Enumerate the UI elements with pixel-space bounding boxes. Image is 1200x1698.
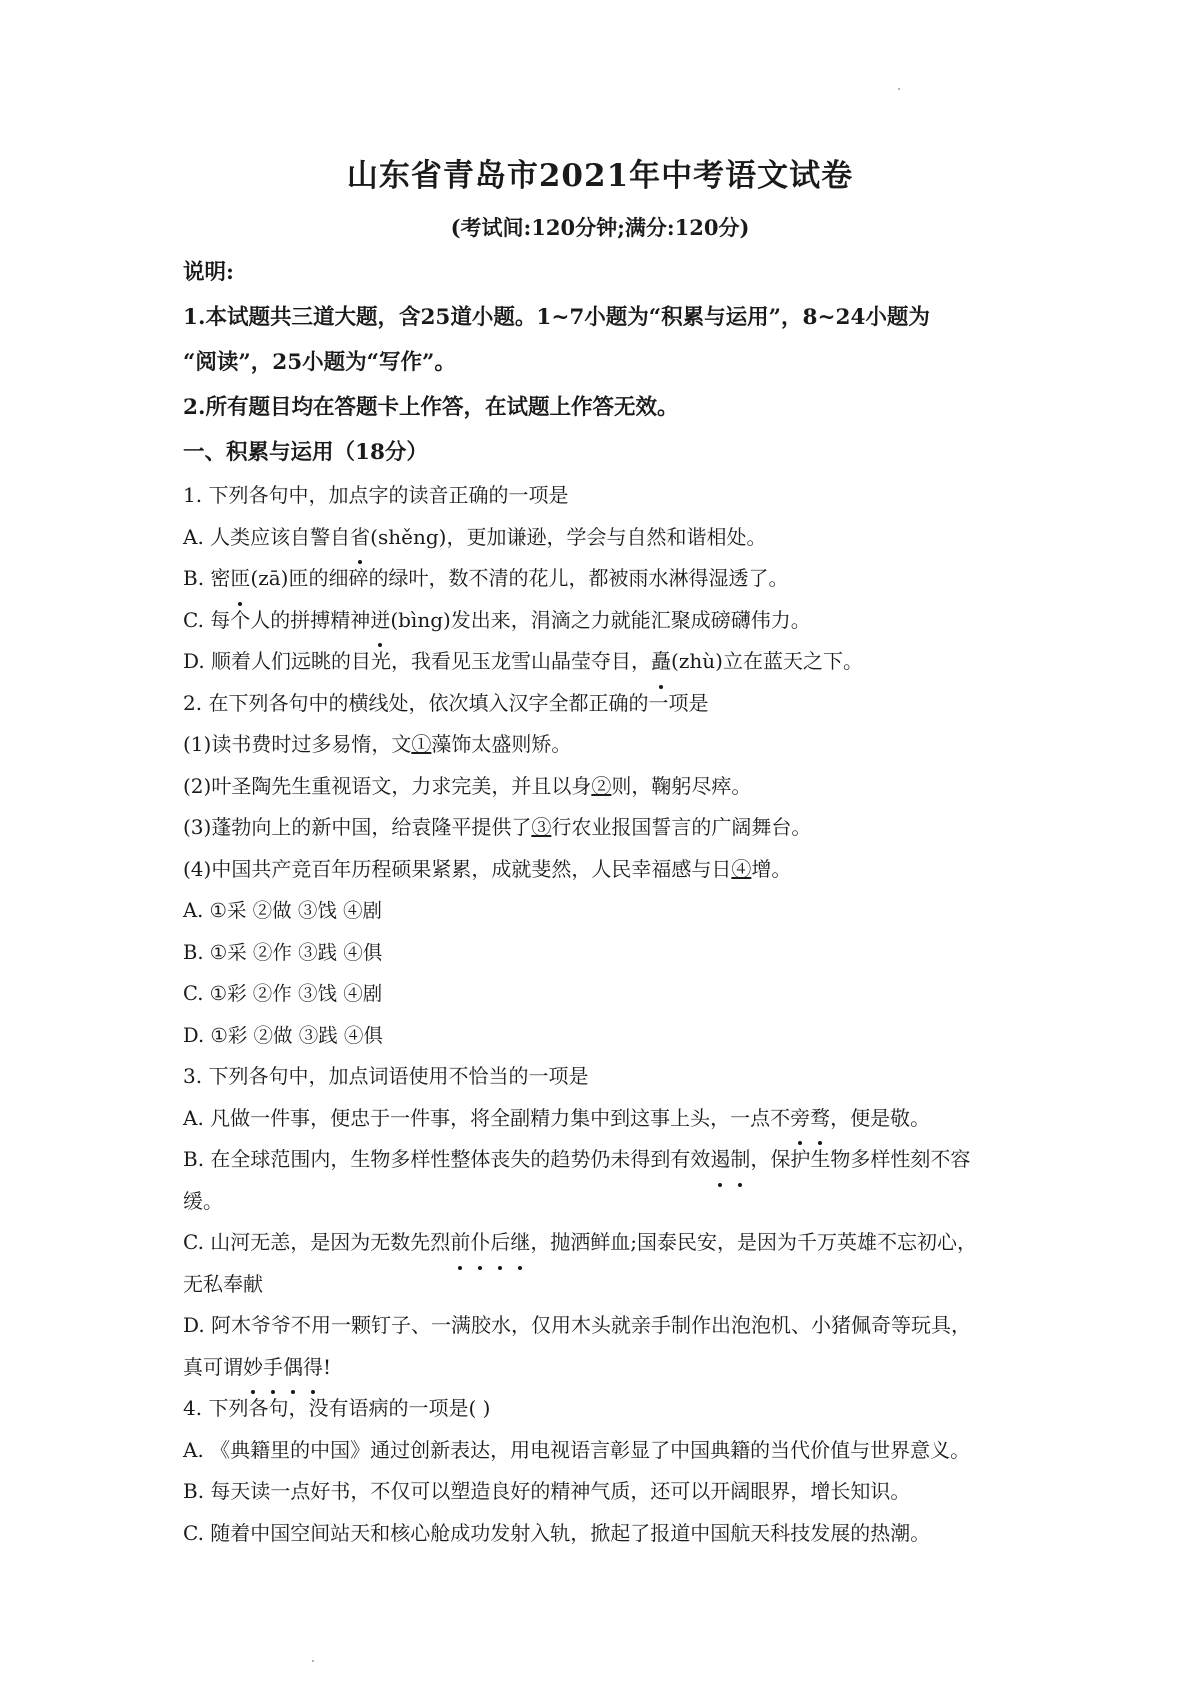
dotted-char: 骛	[810, 1098, 830, 1140]
dotted-char: 制	[730, 1139, 750, 1181]
dotted-char: 后	[490, 1222, 510, 1264]
blank-mark: ④	[731, 856, 752, 881]
option-line: C. 每个人的拼搏精神迸(bìng)发出来，涓滴之力就能汇聚成磅礴伟力。	[183, 600, 1043, 642]
option-line: C. 山河无恙，是因为无数先烈前仆后继，抛洒鲜血;国泰民安，是因为千万英雄不忘初心，	[183, 1222, 1043, 1264]
exam-title: 山东省青岛市2021年中考语文试卷	[346, 158, 854, 194]
blank-mark: ②	[591, 773, 612, 798]
instruction-item: 1.本试题共三道大题，含25道小题。1~7小题为“积累与运用”，8~24小题为	[183, 305, 930, 330]
question-stem: 3. 下列各句中，加点词语使用不恰当的一项是	[183, 1064, 589, 1088]
dotted-char: 妙	[243, 1347, 263, 1389]
option-line: A. ①采 ②做 ③饯 ④剧	[183, 899, 383, 922]
blank-mark: ③	[531, 815, 552, 839]
option-line: A. 《典籍里的中国》通过创新表达，用电视语言彰显了中国典籍的当代价值与世界意义。	[183, 1437, 971, 1462]
sentence-line: (1)读书费时过多易惰，文①藻饰太盛则矫。	[183, 732, 572, 756]
instruction-item-continued: “阅读”，25小题为“写作”。	[183, 350, 456, 375]
dotted-char: 匝	[230, 558, 250, 600]
blank-mark: ①	[411, 732, 432, 756]
instructions-heading: 说明:	[183, 260, 234, 285]
scan-speck	[312, 1660, 314, 1662]
question-stem: 2. 在下列各句中的横线处，依次填入汉字全都正确的一项是	[183, 690, 709, 715]
sentence-line: (4)中国共产竞百年历程硕果紧累，成就斐然，人民幸福感与日④增。	[183, 856, 792, 881]
dotted-char: 旁	[790, 1098, 810, 1140]
option-line-continued: 真可谓妙手偶得!	[183, 1347, 1043, 1389]
option-line: C. 随着中国空间站天和核心舱成功发射入轨，掀起了报道中国航天科技发展的热潮。	[183, 1520, 931, 1545]
option-line: B. 每天读一点好书，不仅可以塑造良好的精神气质，还可以开阔眼界，增长知识。	[183, 1479, 911, 1503]
dotted-char: 手	[263, 1347, 283, 1389]
option-line: A. 凡做一件事，便忠于一件事，将全副精力集中到这事上头，一点不旁骛，便是敬。	[183, 1098, 1043, 1140]
scan-speck	[898, 88, 900, 90]
sentence-line: (3)蓬勃向上的新中国，给袁隆平提供了③行农业报国誓言的广阔舞台。	[183, 815, 812, 839]
dotted-char: 前	[450, 1222, 470, 1264]
section-heading: 一、积累与运用（18分）	[183, 440, 428, 465]
dotted-char: 仆	[470, 1222, 490, 1264]
dotted-char: 迸	[370, 600, 390, 642]
exam-subtitle: (考试间:120分钟;满分:120分)	[450, 215, 750, 240]
option-line: D. 阿木爷爷不用一颗钉子、一满胶水，仅用木头就亲手制作出泡泡机、小猪佩奇等玩具，	[183, 1313, 972, 1337]
dotted-char: 矗	[651, 641, 671, 683]
dotted-char: 继	[510, 1222, 530, 1264]
option-line-continued: 缓。	[183, 1188, 223, 1213]
question-stem: 1. 下列各句中，加点字的读音正确的一项是	[183, 483, 569, 507]
option-line: B. 在全球范围内，生物多样性整体丧失的趋势仍未得到有效遏制，保护生物多样性刻不容	[183, 1139, 1043, 1181]
option-line-continued: 无私奉献	[183, 1271, 263, 1296]
question-stem: 4. 下列各句，没有语病的一项是( )	[183, 1396, 491, 1420]
exam-body	[183, 250, 1043, 1554]
instruction-item: 2.所有题目均在答题卡上作答，在试题上作答无效。	[183, 395, 679, 420]
option-line: B. ①采 ②作 ③践 ④俱	[183, 940, 383, 964]
dotted-char: 偶	[283, 1347, 303, 1389]
option-line: D. ①彩 ②做 ③践 ④俱	[183, 1023, 383, 1047]
dotted-char: 省	[350, 517, 370, 559]
dotted-char: 遏	[710, 1139, 730, 1181]
option-line: B. 密匝(zā)匝的细碎的绿叶，数不清的花儿，都被雨水淋得湿透了。	[183, 558, 1043, 600]
option-line: C. ①彩 ②作 ③饯 ④剧	[183, 982, 383, 1005]
sentence-line: (2)叶圣陶先生重视语文，力求完美，并且以身②则，鞠躬尽瘁。	[183, 773, 752, 798]
option-line: A. 人类应该自警自省(shěng)，更加谦逊，学会与自然和谐相处。	[183, 517, 1043, 559]
dotted-char: 得	[303, 1347, 323, 1389]
option-line: D. 顺着人们远眺的目光，我看见玉龙雪山晶莹夺目，矗(zhù)立在蓝天之下。	[183, 641, 1043, 683]
